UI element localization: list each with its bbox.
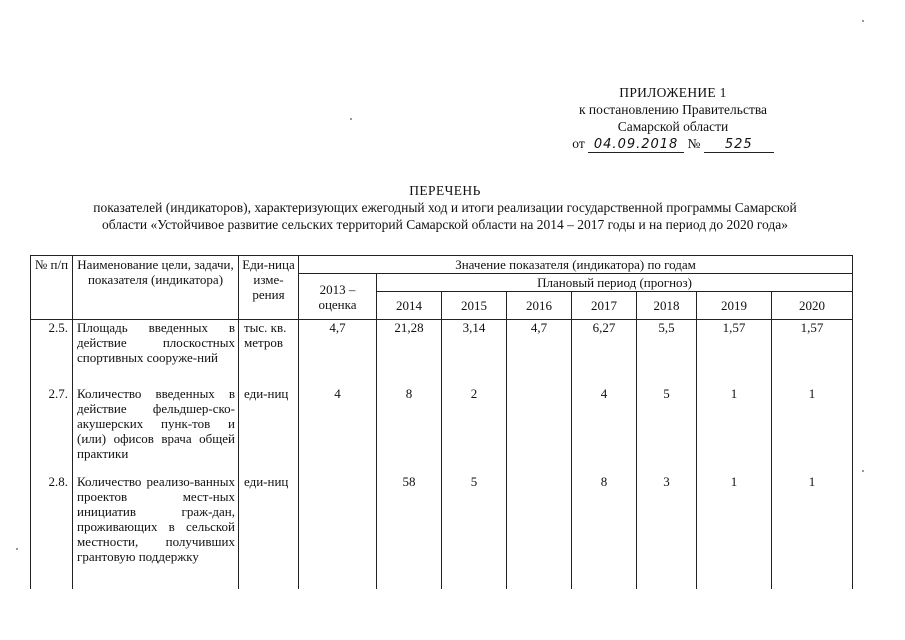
row-num: 2.7. (31, 386, 73, 474)
row-value: 1,57 (772, 320, 853, 387)
row-value: 1 (697, 474, 772, 589)
row-estimate: 4 (299, 386, 377, 474)
appendix-title: ПРИЛОЖЕНИЕ 1 (619, 85, 727, 100)
row-name: Количество реализо-ванных проектов мест-ных инициатив граж-дан, проживающих в сельской местности, получивших грантовую поддержку (73, 474, 239, 589)
row-value: 1,57 (697, 320, 772, 387)
header-unit: Еди-ница изме-рения (239, 256, 299, 320)
header-year: 2020 (772, 292, 853, 320)
header-num: № п/п (31, 256, 73, 320)
row-estimate (299, 474, 377, 589)
appendix-dateline (513, 135, 833, 153)
header-year: 2016 (507, 292, 572, 320)
heading-subtitle-2: области «Устойчивое развитие сельских территорий Самарской области на 2014 – 2017 годы и на период до 2020 года» (101, 217, 788, 232)
row-value (507, 474, 572, 589)
handwritten-date: 04.09.2018 (588, 138, 684, 153)
appendix-line-1: к постановлению Правительства (578, 102, 768, 117)
row-num: 2.5. (31, 320, 73, 387)
header-year: 2019 (697, 292, 772, 320)
row-unit: еди-ниц (239, 474, 299, 589)
header-estimate: 2013 – оценка (299, 274, 377, 320)
row-unit: еди-ниц (239, 386, 299, 474)
table-row (31, 474, 853, 589)
heading-title: ПЕРЕЧЕНЬ (409, 183, 481, 198)
row-value: 8 (572, 474, 637, 589)
row-value: 2 (442, 386, 507, 474)
row-value: 21,28 (377, 320, 442, 387)
scan-speck (350, 118, 352, 120)
row-value: 1 (772, 386, 853, 474)
scan-speck (862, 470, 864, 472)
row-value: 1 (697, 386, 772, 474)
scan-speck (862, 20, 864, 22)
header-year: 2014 (377, 292, 442, 320)
row-estimate: 4,7 (299, 320, 377, 387)
header-name: Наименование цели, задачи, показателя (индикатора) (73, 256, 239, 320)
scan-speck (16, 548, 18, 550)
row-value: 4,7 (507, 320, 572, 387)
row-value: 4 (572, 386, 637, 474)
row-value: 1 (772, 474, 853, 589)
number-prefix: № (687, 136, 701, 151)
row-num: 2.8. (31, 474, 73, 589)
header-plan-group: Плановый период (прогноз) (377, 274, 853, 292)
indicators-table (30, 255, 853, 589)
header-year: 2015 (442, 292, 507, 320)
table-row (31, 386, 853, 474)
appendix-line-2: Самарской области (617, 119, 729, 134)
header-values-group: Значение показателя (индикатора) по годам (299, 256, 853, 274)
header-year: 2017 (572, 292, 637, 320)
row-name: Количество введенных в действие фельдшер-ско-акушерских пунк-тов и (или) офисов врача общей практики (73, 386, 239, 474)
handwritten-number: 525 (704, 138, 774, 153)
row-unit: тыс. кв. метров (239, 320, 299, 387)
row-value: 58 (377, 474, 442, 589)
row-value: 3,14 (442, 320, 507, 387)
row-value: 6,27 (572, 320, 637, 387)
header-year: 2018 (637, 292, 697, 320)
row-value: 5,5 (637, 320, 697, 387)
appendix-block (513, 84, 833, 153)
date-prefix: от (572, 136, 585, 151)
row-value: 5 (442, 474, 507, 589)
row-value: 5 (637, 386, 697, 474)
document-heading (30, 182, 860, 233)
row-value: 8 (377, 386, 442, 474)
heading-subtitle-1: показателей (индикаторов), характеризующих ежегодный ход и итоги реализации государственной программы Самарской (93, 200, 797, 215)
table-row (31, 320, 853, 387)
row-name: Площадь введенных в действие плоскостных спортивных сооруже-ний (73, 320, 239, 387)
row-value (507, 386, 572, 474)
row-value: 3 (637, 474, 697, 589)
